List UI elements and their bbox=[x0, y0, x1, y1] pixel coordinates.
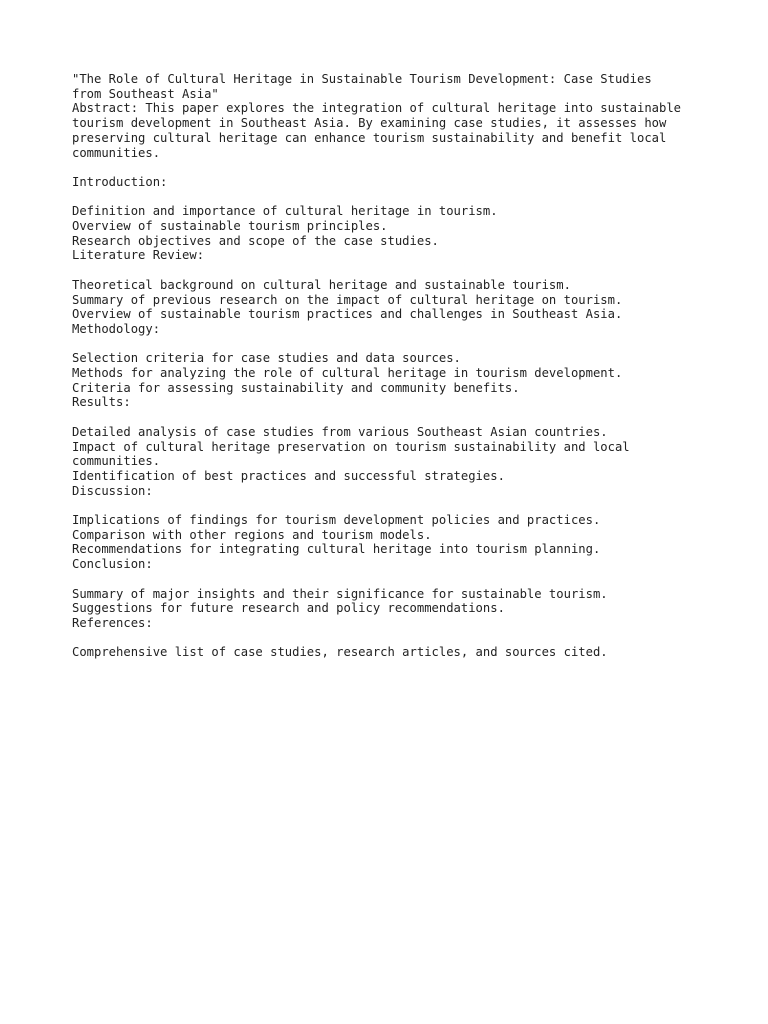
section-item: Summary of major insights and their significance for sustainable tourism. bbox=[72, 586, 608, 601]
spacer bbox=[72, 160, 712, 175]
abstract bbox=[72, 101, 712, 160]
spacer bbox=[72, 498, 712, 513]
section-item: Recommendations for integrating cultural heritage into tourism planning. bbox=[72, 542, 601, 557]
section-item: Comparison with other regions and tourism models. bbox=[72, 527, 432, 542]
section-heading-references: References: bbox=[72, 615, 153, 630]
abstract-line: communities. bbox=[72, 145, 161, 160]
section-item: Implications of findings for tourism development policies and practices. bbox=[72, 513, 601, 527]
section-item: Definition and importance of cultural heritage in tourism. bbox=[72, 204, 498, 219]
section-item: Impact of cultural heritage preservation on tourism sustainability and local bbox=[72, 439, 630, 454]
section-item: Criteria for assessing sustainability and community benefits. bbox=[72, 380, 520, 395]
section-item: Summary of previous research on the impact of cultural heritage on tourism. bbox=[72, 292, 623, 307]
section-heading-methodology: Methodology: bbox=[72, 321, 161, 336]
abstract-line: tourism development in Southeast Asia. By examining case studies, it assesses how bbox=[72, 116, 667, 131]
section-item: Comprehensive list of case studies, research articles, and sources cited. bbox=[72, 645, 608, 660]
section-item: Methods for analyzing the role of cultural heritage in tourism development. bbox=[72, 366, 623, 380]
section-heading-literature-review: Literature Review: bbox=[72, 248, 205, 263]
section-item: Overview of sustainable tourism principles. bbox=[72, 219, 388, 233]
section-item: communities. bbox=[72, 454, 161, 469]
section-heading-results: Results: bbox=[72, 395, 131, 410]
section-heading-introduction: Introduction: bbox=[72, 174, 168, 189]
spacer bbox=[72, 631, 712, 646]
section-item: Detailed analysis of case studies from various Southeast Asian countries. bbox=[72, 424, 608, 439]
spacer bbox=[72, 190, 712, 205]
title-line: "The Role of Cultural Heritage in Sustainable Tourism Development: Case Studies bbox=[72, 72, 652, 86]
spacer bbox=[72, 572, 712, 587]
abstract-line: preserving cultural heritage can enhance tourism sustainability and benefit local bbox=[72, 130, 667, 145]
title-line: from Southeast Asia" bbox=[72, 86, 219, 101]
section-item: Theoretical background on cultural heritage and sustainable tourism. bbox=[72, 277, 571, 292]
section-item: Research objectives and scope of the case studies. bbox=[72, 233, 439, 248]
document-page bbox=[72, 72, 712, 660]
section-item: Selection criteria for case studies and data sources. bbox=[72, 351, 461, 366]
section-item: Overview of sustainable tourism practices and challenges in Southeast Asia. bbox=[72, 307, 623, 322]
section-heading-discussion: Discussion: bbox=[72, 483, 153, 498]
section-item: Identification of best practices and successful strategies. bbox=[72, 468, 505, 483]
spacer bbox=[72, 410, 712, 425]
abstract-line: Abstract: This paper explores the integration of cultural heritage into sustainable bbox=[72, 101, 682, 116]
spacer bbox=[72, 337, 712, 352]
spacer bbox=[72, 263, 712, 278]
section-item: Suggestions for future research and policy recommendations. bbox=[72, 601, 505, 616]
section-heading-conclusion: Conclusion: bbox=[72, 557, 153, 572]
paper-title bbox=[72, 72, 712, 101]
